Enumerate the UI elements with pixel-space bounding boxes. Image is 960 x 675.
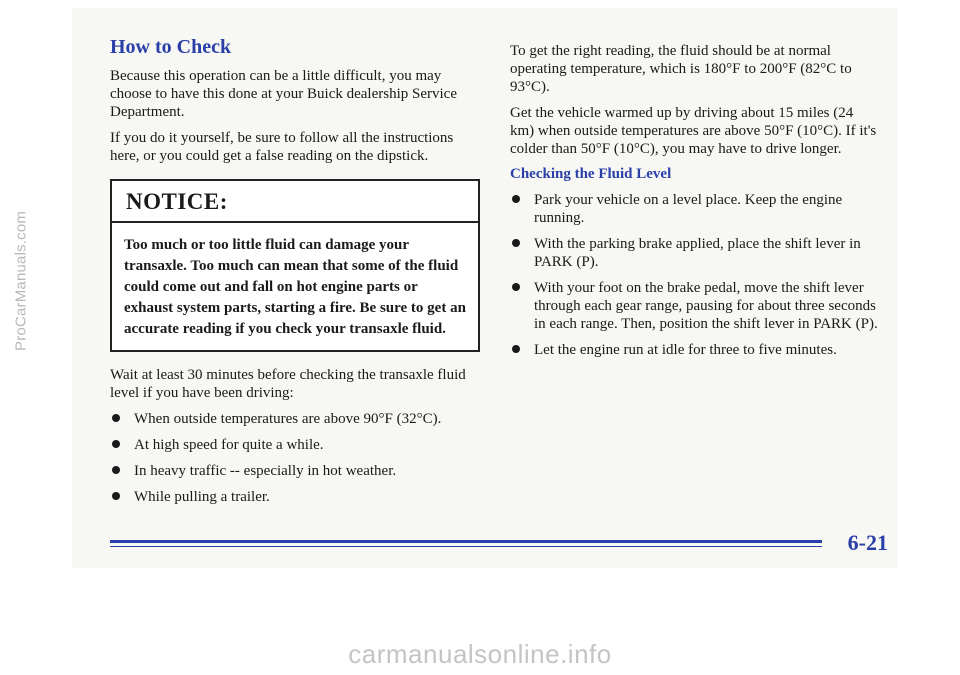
list-item-text: At high speed for quite a while. bbox=[134, 437, 324, 453]
left-column bbox=[110, 36, 480, 514]
list-item-text: With your foot on the brake pedal, move the shift lever through each gear range, pausing for about three seconds in each range. Then, position the shift lever in PARK (P). bbox=[534, 280, 878, 332]
notice-heading: NOTICE: bbox=[112, 181, 478, 223]
footer-rule bbox=[110, 540, 822, 543]
list-item bbox=[510, 235, 880, 271]
list-item bbox=[110, 436, 480, 454]
list-item-text: When outside temperatures are above 90°F (32°C). bbox=[134, 411, 442, 427]
list-item bbox=[510, 191, 880, 227]
list-item-text: Park your vehicle on a level place. Keep the engine running. bbox=[534, 192, 843, 226]
bullet-icon bbox=[112, 492, 120, 500]
list-item-text: With the parking brake applied, place the shift lever in PARK (P). bbox=[534, 236, 861, 270]
bullet-icon bbox=[512, 283, 520, 291]
temperature-paragraph: To get the right reading, the fluid should be at normal operating temperature, which is 180°F to 200°F (82°C to 93°C). bbox=[510, 43, 852, 95]
checking-steps-list bbox=[510, 191, 880, 359]
list-item-text: While pulling a trailer. bbox=[134, 489, 270, 505]
checking-subtitle: Checking the Fluid Level bbox=[510, 166, 672, 182]
notice-text: Too much or too little fluid can damage your transaxle. Too much can mean that some of the fluid could come out and fall on hot engine parts or exhaust system parts, starting a fire. Be sure to get an accurate reading if you check your transaxle fluid. bbox=[124, 237, 466, 337]
bottom-watermark: carmanualsonline.info bbox=[348, 638, 612, 669]
bullet-icon bbox=[512, 345, 520, 353]
bullet-icon bbox=[512, 239, 520, 247]
bullet-icon bbox=[512, 195, 520, 203]
list-item bbox=[510, 341, 880, 359]
intro-paragraph-2: If you do it yourself, be sure to follow all the instructions here, or you could get a false reading on the dipstick. bbox=[110, 130, 454, 164]
footer-rule-thin bbox=[110, 546, 822, 547]
side-watermark: ProCarManuals.com bbox=[12, 210, 30, 352]
list-item bbox=[110, 462, 480, 480]
wait-paragraph: Wait at least 30 minutes before checking the transaxle fluid level if you have been driving: bbox=[110, 367, 466, 401]
driving-conditions-list bbox=[110, 410, 480, 506]
list-item bbox=[110, 410, 480, 428]
bullet-icon bbox=[112, 466, 120, 474]
list-item-text: In heavy traffic -- especially in hot weather. bbox=[134, 463, 397, 479]
list-item bbox=[110, 488, 480, 506]
intro-paragraph-1: Because this operation can be a little difficult, you may choose to have this done at your Buick dealership Service Department. bbox=[110, 68, 457, 120]
list-item bbox=[510, 279, 880, 333]
right-column bbox=[510, 42, 880, 367]
bullet-icon bbox=[112, 440, 120, 448]
list-item-text: Let the engine run at idle for three to five minutes. bbox=[534, 342, 837, 358]
bullet-icon bbox=[112, 414, 120, 422]
warm-up-paragraph: Get the vehicle warmed up by driving about 15 miles (24 km) when outside temperatures are above 50°F (10°C). If it's colder than 50°F (10°C), you may have to drive longer. bbox=[510, 105, 877, 157]
section-title: How to Check bbox=[110, 36, 232, 58]
page-number: 6-21 bbox=[847, 530, 888, 555]
notice-box bbox=[110, 179, 480, 352]
